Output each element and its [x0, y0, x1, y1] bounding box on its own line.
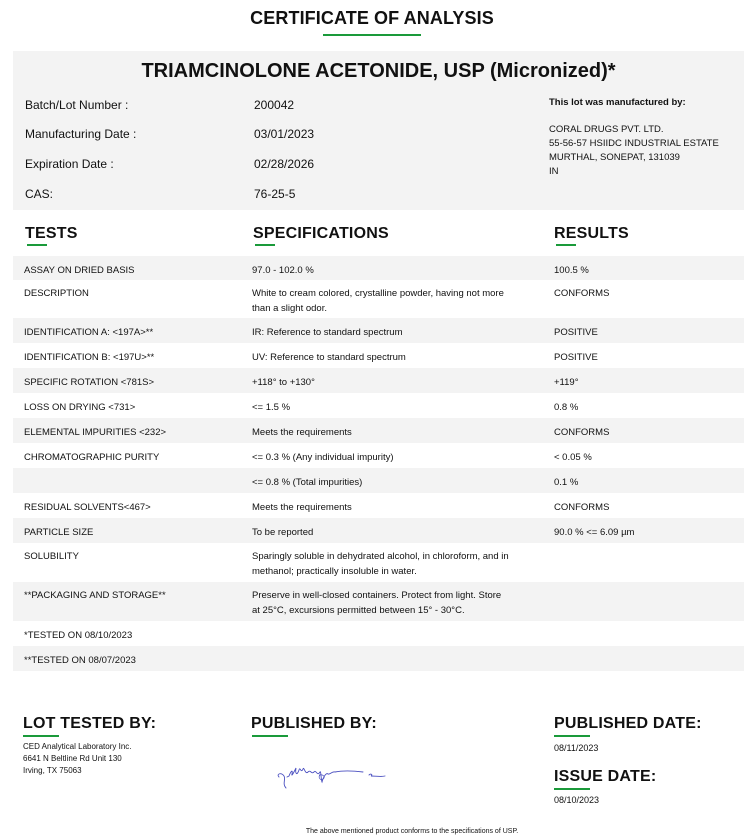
test-result: CONFORMS	[554, 427, 610, 438]
test-name: ASSAY ON DRIED BASIS	[24, 265, 135, 276]
specifications-heading: SPECIFICATIONS	[253, 225, 389, 242]
lot-tested-by-underline	[23, 735, 59, 737]
test-spec: Preserve in well-closed containers. Protect from light. Store at 25°C, excursions permitted between 15° - 30°C.	[252, 590, 502, 616]
lab-address-1: 6641 N Beltline Rd Unit 130	[23, 754, 122, 763]
test-result: CONFORMS	[554, 288, 610, 299]
exp-date-label: Expiration Date :	[25, 157, 114, 171]
signature-icon	[275, 760, 390, 794]
test-spec: Sparingly soluble in dehydrated alcohol, in chloroform, and in methanol; practically insoluble in water.	[252, 551, 509, 577]
test-result: 90.0 % <= 6.09 µm	[554, 527, 635, 538]
test-spec: <= 1.5 %	[252, 402, 291, 413]
test-spec: Meets the requirements	[252, 427, 352, 438]
published-date-heading: PUBLISHED DATE:	[554, 715, 702, 732]
manufacturer-address-2: MURTHAL, SONEPAT, 131039	[549, 152, 680, 163]
test-spec: <= 0.3 % (Any individual impurity)	[252, 452, 394, 463]
batch-label: Batch/Lot Number :	[25, 98, 129, 112]
tests-heading: TESTS	[25, 225, 78, 242]
mfg-date-value: 03/01/2023	[254, 127, 315, 141]
issue-date-value: 08/10/2023	[554, 795, 600, 805]
test-spec: White to cream colored, crystalline powder, having not more than a slight odor.	[252, 288, 504, 314]
test-spec: UV: Reference to standard spectrum	[252, 352, 406, 363]
test-result: 100.5 %	[554, 265, 589, 276]
test-name: SPECIFIC ROTATION <781S>	[24, 377, 155, 388]
test-name: DESCRIPTION	[24, 288, 89, 299]
published-by-underline	[252, 735, 288, 737]
test-note: **TESTED ON 08/07/2023	[24, 655, 136, 666]
test-note: *TESTED ON 08/10/2023	[24, 630, 133, 641]
document-title: CERTIFICATE OF ANALYSIS	[250, 8, 494, 28]
test-name: RESIDUAL SOLVENTS<467>	[24, 502, 151, 513]
published-by-heading: PUBLISHED BY:	[251, 715, 377, 732]
batch-value: 200042	[254, 98, 295, 112]
issue-date-heading: ISSUE DATE:	[554, 768, 657, 785]
tests-underline	[27, 244, 47, 246]
test-name: ELEMENTAL IMPURITIES <232>	[24, 427, 167, 438]
test-result: +119°	[554, 377, 579, 388]
table-row	[13, 418, 744, 443]
table-row	[13, 468, 744, 493]
test-name: CHROMATOGRAPHIC PURITY	[24, 452, 160, 463]
test-spec: 97.0 - 102.0 %	[252, 265, 314, 276]
issue-date-underline	[554, 788, 590, 790]
title-underline	[323, 34, 421, 36]
test-spec: To be reported	[252, 527, 314, 538]
test-result: < 0.05 %	[554, 452, 592, 463]
published-date-value: 08/11/2023	[554, 743, 599, 753]
table-row	[13, 543, 744, 582]
manufacturer-heading: This lot was manufactured by:	[549, 97, 686, 108]
table-row	[13, 493, 744, 518]
table-row	[13, 518, 744, 543]
cas-value: 76-25-5	[254, 187, 296, 201]
test-spec: IR: Reference to standard spectrum	[252, 327, 403, 338]
published-date-underline	[554, 735, 590, 737]
cas-label: CAS:	[25, 187, 54, 201]
specifications-underline	[255, 244, 275, 246]
manufacturer-country: IN	[549, 166, 559, 177]
table-row	[13, 318, 744, 343]
test-name: SOLUBILITY	[24, 551, 79, 562]
table-row	[13, 343, 744, 368]
product-header-box	[13, 51, 744, 210]
test-name: IDENTIFICATION B: <197U>**	[24, 352, 155, 363]
test-spec: <= 0.8 % (Total impurities)	[252, 477, 363, 488]
lab-address-2: Irving, TX 75063	[23, 766, 82, 775]
lot-tested-by-heading: LOT TESTED BY:	[23, 715, 157, 732]
test-result: POSITIVE	[554, 327, 598, 338]
manufacturer-name: CORAL DRUGS PVT. LTD.	[549, 124, 664, 135]
results-underline	[556, 244, 576, 246]
test-result: 0.1 %	[554, 477, 579, 488]
test-name: IDENTIFICATION A: <197A>**	[24, 327, 154, 338]
table-row	[13, 443, 744, 468]
test-name: LOSS ON DRYING <731>	[24, 402, 136, 413]
test-result: POSITIVE	[554, 352, 598, 363]
test-name: **PACKAGING AND STORAGE**	[24, 590, 166, 601]
test-result: 0.8 %	[554, 402, 579, 413]
test-spec: Meets the requirements	[252, 502, 352, 513]
table-row	[13, 393, 744, 418]
table-row	[13, 256, 744, 280]
product-name: TRIAMCINOLONE ACETONIDE, USP (Micronized)*	[141, 60, 616, 82]
table-row	[13, 582, 744, 621]
test-result: CONFORMS	[554, 502, 610, 513]
table-row	[13, 280, 744, 318]
table-row	[13, 621, 744, 646]
conformance-note: The above mentioned product conforms to the specifications of USP.	[305, 828, 519, 835]
test-name: PARTICLE SIZE	[24, 527, 94, 538]
manufacturer-address-1: 55-56-57 HSIIDC INDUSTRIAL ESTATE	[549, 138, 719, 149]
table-row	[13, 646, 744, 671]
test-spec: +118° to +130°	[252, 377, 315, 388]
exp-date-value: 02/28/2026	[254, 157, 315, 171]
results-heading: RESULTS	[554, 225, 629, 242]
lab-name: CED Analytical Laboratory Inc.	[23, 742, 132, 751]
mfg-date-label: Manufacturing Date :	[25, 127, 137, 141]
table-row	[13, 368, 744, 393]
